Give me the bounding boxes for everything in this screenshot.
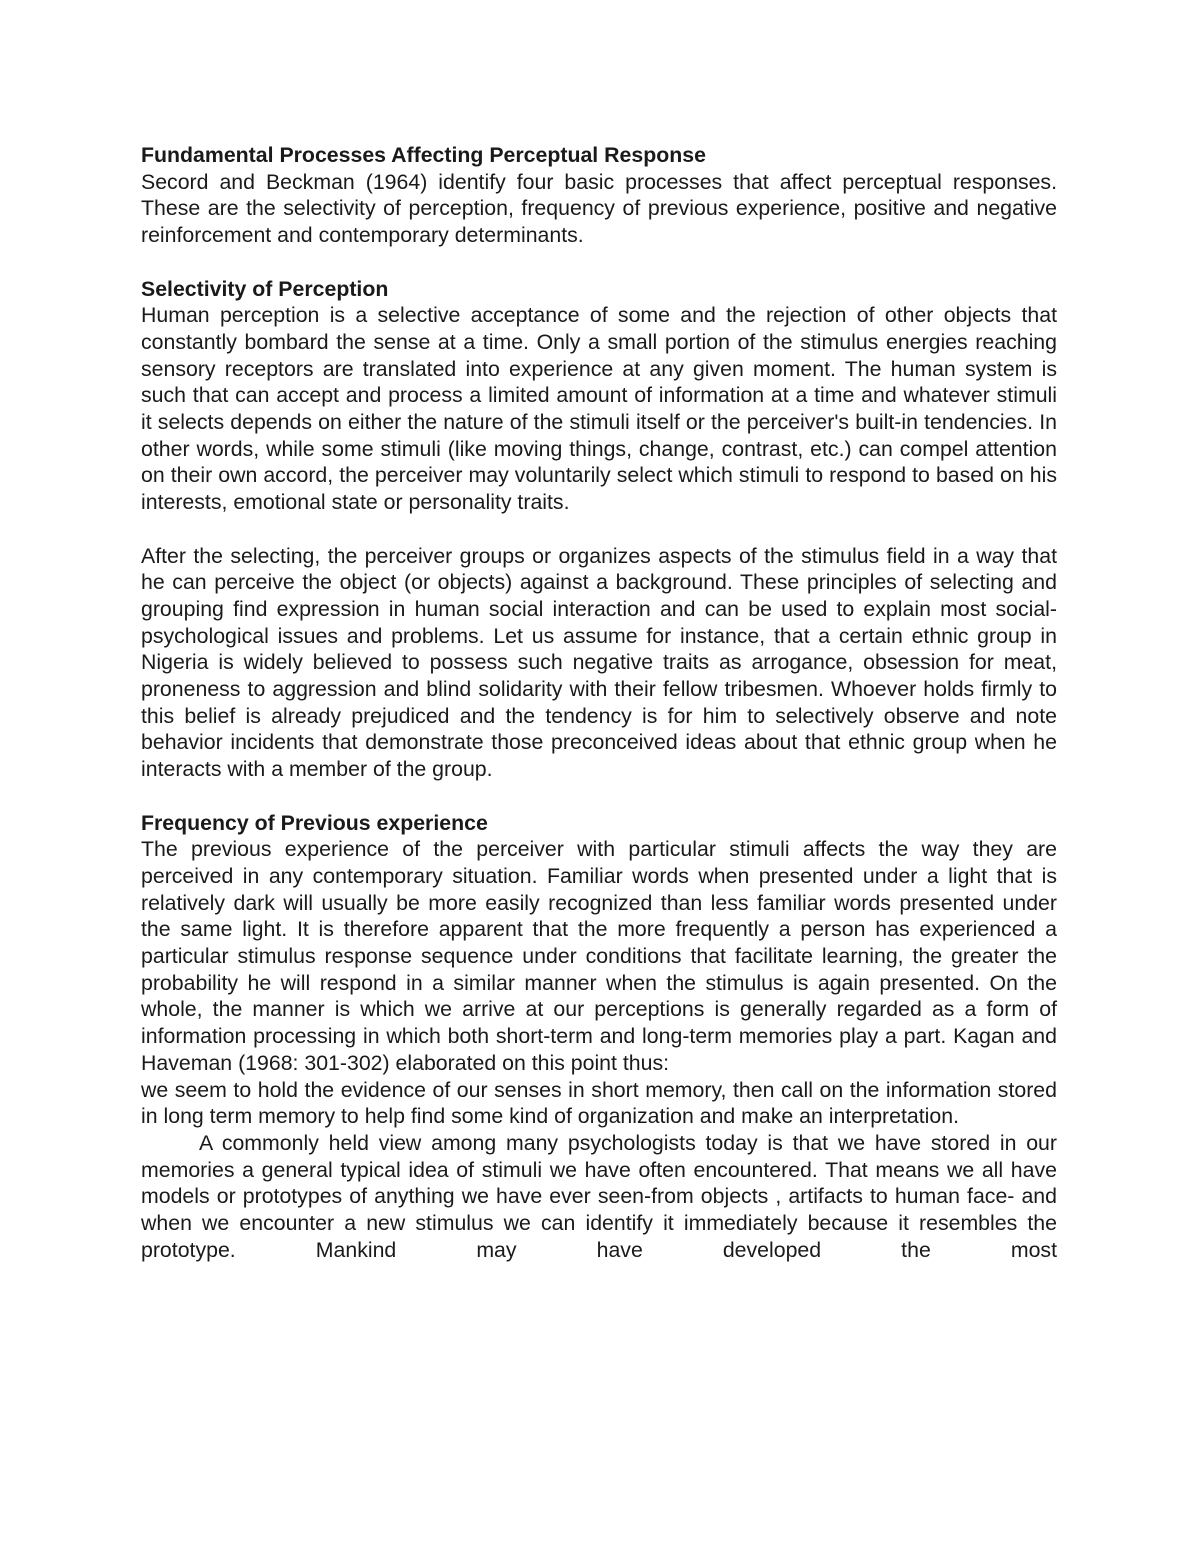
document-title: Fundamental Processes Affecting Perceptual Response	[141, 143, 706, 167]
selectivity-paragraph-2: After the selecting, the perceiver groups or organizes aspects of the stimulus field in a way that he can perceive the object (or objects) against a background. These principles of selecting and grouping find expression in human social interaction and can be used to explain most social-psychological issues and problems. Let us assume for instance, that a certain ethnic group in Nigeria is widely believed to possess such negative traits as arrogance, obsession for meat, proneness to aggression and blind solidarity with their fellow tribesmen. Whoever holds firmly to this belief is already prejudiced and the tendency is for him to selectively observe and note behavior incidents that demonstrate those preconceived ideas about that ethnic group when he interacts with a member of the group.	[141, 543, 1057, 782]
document-page	[141, 142, 1057, 1263]
block-quote: we seem to hold the evidence of our senses in short memory, then call on the information stored in long term memory to help find some kind of organization and make an interpretation.	[141, 1077, 1057, 1129]
intro-paragraph: Secord and Beckman (1964) identify four basic processes that affect perceptual responses. These are the selectivity of perception, frequency of previous experience, positive and negative reinforcement and contemporary determinants.	[141, 169, 1057, 248]
frequency-paragraph-2: A commonly held view among many psychologists today is that we have stored in our memories a general typical idea of stimuli we have often encountered. That means we all have models or prototypes of anything we have ever seen-from objects , artifacts to human face- and when we encounter a new stimulus we can identify it immediately because it resembles the prototype. Mankind may have developed the most	[141, 1130, 1057, 1262]
section-heading-frequency: Frequency of Previous experience	[141, 810, 488, 835]
paragraph-spacer	[141, 783, 1057, 810]
frequency-paragraph-1: The previous experience of the perceiver with particular stimuli affects the way they are perceived in any contemporary situation. Familiar words when presented under a light that is relatively dark will usually be more easily recognized than less familiar words presented under the same light. It is therefore apparent that the more frequently a person has experienced a particular stimulus response sequence under conditions that facilitate learning, the greater the probability he will respond in a similar manner when the stimulus is again presented. On the whole, the manner is which we arrive at our perceptions is generally regarded as a form of information processing in which both short-term and long-term memories play a part. Kagan and Haveman (1968: 301-302) elaborated on this point thus:	[141, 837, 1057, 1075]
paragraph-spacer	[141, 516, 1057, 543]
section-heading-selectivity: Selectivity of Perception	[141, 276, 389, 301]
paragraph-spacer	[141, 249, 1057, 276]
selectivity-paragraph-1: Human perception is a selective acceptance of some and the rejection of other objects that constantly bombard the sense at a time. Only a small portion of the stimulus energies reaching sensory receptors are translated into experience at any given moment. The human system is such that can accept and process a limited amount of information at a time and whatever stimuli it selects depends on either the nature of the stimuli itself or the perceiver's built-in tendencies. In other words, while some stimuli (like moving things, change, contrast, etc.) can compel attention on their own accord, the perceiver may voluntarily select which stimuli to respond to based on his interests, emotional state or personality traits.	[141, 303, 1057, 515]
